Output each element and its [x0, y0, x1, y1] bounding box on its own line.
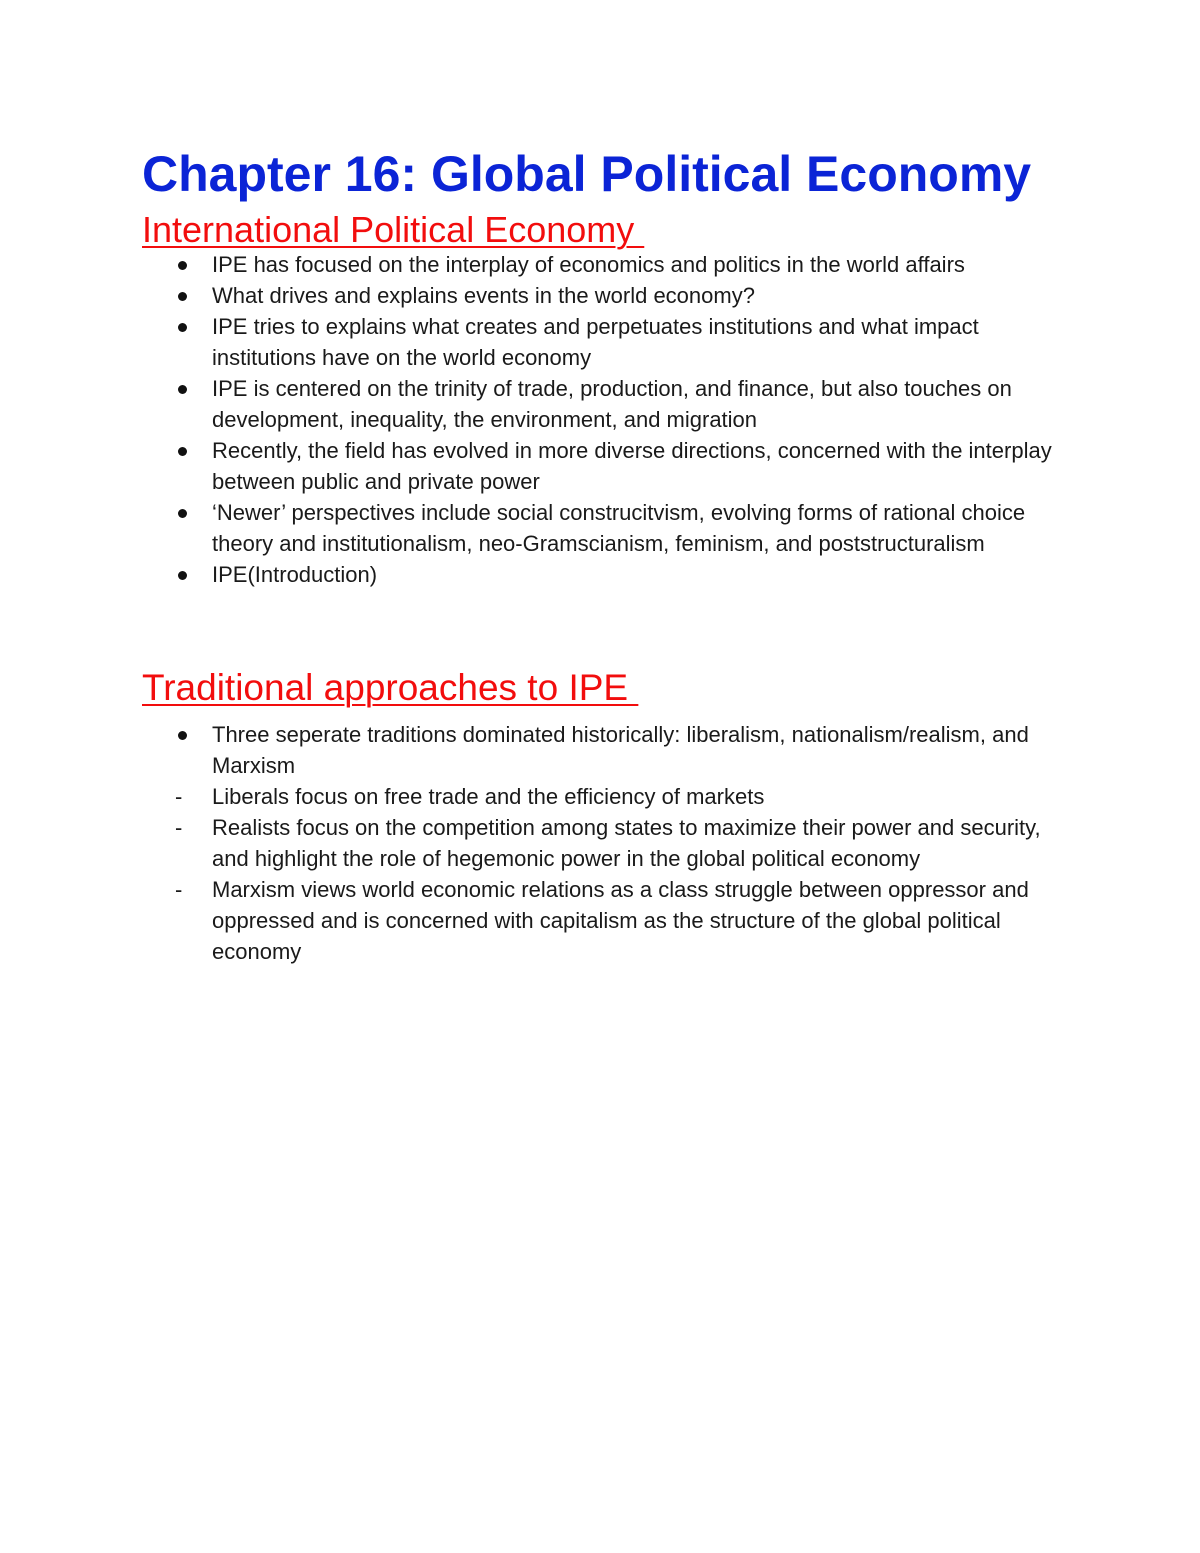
list-item-text: IPE has focused on the interplay of economics and politics in the world affairs — [212, 252, 965, 277]
list-item — [0, 435, 1052, 497]
bullet-icon — [178, 261, 187, 270]
bullet-icon — [178, 447, 187, 456]
bullet-icon — [178, 385, 187, 394]
list-item-text: Marxism views world economic relations as a class struggle between oppressor and oppressed and is concerned with capitalism as the structure of the global political economy — [212, 877, 1029, 964]
list-item-text: Realists focus on the competition among states to maximize their power and security, and highlight the role of hegemonic power in the global political economy — [212, 815, 1041, 871]
section-heading-traditional-approaches: Traditional approaches to IPE — [142, 667, 639, 708]
list-item-text: Recently, the field has evolved in more diverse directions, concerned with the interplay between public and private power — [212, 438, 1052, 494]
bullet-icon — [178, 323, 187, 332]
section-list-traditional-approaches — [0, 719, 1200, 967]
dash-icon: - — [175, 784, 183, 809]
list-item-text: Three seperate traditions dominated historically: liberalism, nationalism/realism, and Marxism — [212, 722, 1029, 778]
bullet-icon — [178, 292, 187, 301]
section-list-international-political-economy — [0, 249, 1200, 590]
list-item — [0, 249, 1052, 280]
section-heading-international-political-economy: International Political Economy — [142, 209, 645, 250]
list-item — [0, 373, 1052, 435]
list-item — [0, 497, 1052, 559]
bullet-icon — [178, 509, 187, 518]
list-item-text: IPE tries to explains what creates and perpetuates institutions and what impact institutions have on the world economy — [212, 314, 979, 370]
list-item-text: IPE is centered on the trinity of trade, production, and finance, but also touches on development, inequality, the environment, and migration — [212, 376, 1012, 432]
list-item-text: What drives and explains events in the world economy? — [212, 283, 755, 308]
list-item-text: Liberals focus on free trade and the efficiency of markets — [212, 784, 765, 809]
list-item — [0, 781, 1052, 812]
list-item — [0, 280, 1052, 311]
list-item — [0, 874, 1052, 967]
list-item-text: IPE(Introduction) — [212, 562, 378, 587]
list-item — [0, 812, 1052, 874]
list-item — [0, 311, 1052, 373]
bullet-icon — [178, 731, 187, 740]
bullet-icon — [178, 571, 187, 580]
list-item-text: ‘Newer’ perspectives include social construcitvism, evolving forms of rational choice theory and institutionalism, neo-Gramscianism, feminism, and poststructuralism — [212, 500, 1026, 556]
dash-icon: - — [175, 815, 183, 840]
list-item — [0, 719, 1052, 781]
list-item — [0, 559, 1052, 590]
page-title: Chapter 16: Global Political Economy — [142, 146, 1032, 202]
dash-icon: - — [175, 877, 183, 902]
